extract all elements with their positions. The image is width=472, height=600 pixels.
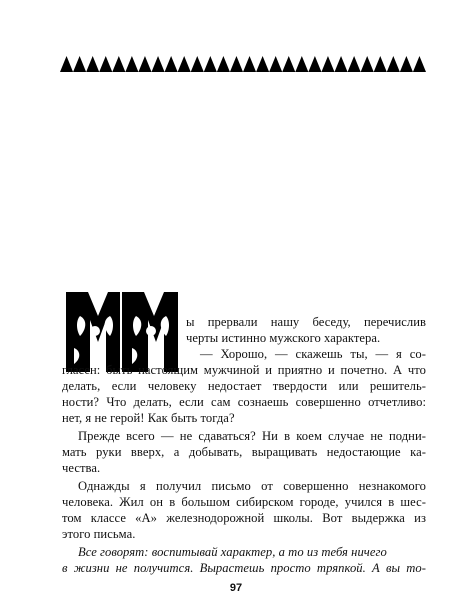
text-line: нет, я не герой! Как быть тогда?: [62, 411, 235, 425]
text-line: Однажды я получил письмо от совершенно незнакомого: [78, 479, 426, 493]
italic-text-line: в жизни не получится. Вырастешь просто тряпкой. А вы то-: [62, 561, 426, 575]
text-line: чества.: [62, 461, 101, 475]
text-line: мать руки вверх, а добывать, выращивать недостающие ка-: [62, 445, 426, 459]
text-line: Прежде всего — не сдаваться? Ни в коем случае не подни-: [78, 429, 426, 443]
text-line: черты истинно мужского характера.: [186, 331, 381, 345]
text-line: этого письма.: [62, 527, 136, 541]
text-line: том классе «А» железнодорожной школы. Вот выдержка из: [62, 511, 426, 525]
text-line: гласен: быть настоящим мужчиной и приятно и почетно. А что: [62, 363, 426, 377]
text-line: человека. Жил он в большом сибирском городе, учился в шес-: [62, 495, 426, 509]
text-line: ности? Что делать, если сам сознаешь совершенно отчетливо:: [62, 395, 426, 409]
text-line: ы прервали нашу беседу, перечислив: [186, 315, 426, 329]
italic-text-line: Все говорят: воспитывай характер, а то из тебя ничего: [78, 545, 387, 559]
text-line: — Хорошо, — скажешь ты, — я со-: [200, 347, 426, 361]
page-number: 97: [229, 582, 243, 594]
zigzag-ornament: [60, 56, 426, 72]
text-line: делать, если человеку недостает твердости или решитель-: [62, 379, 426, 393]
